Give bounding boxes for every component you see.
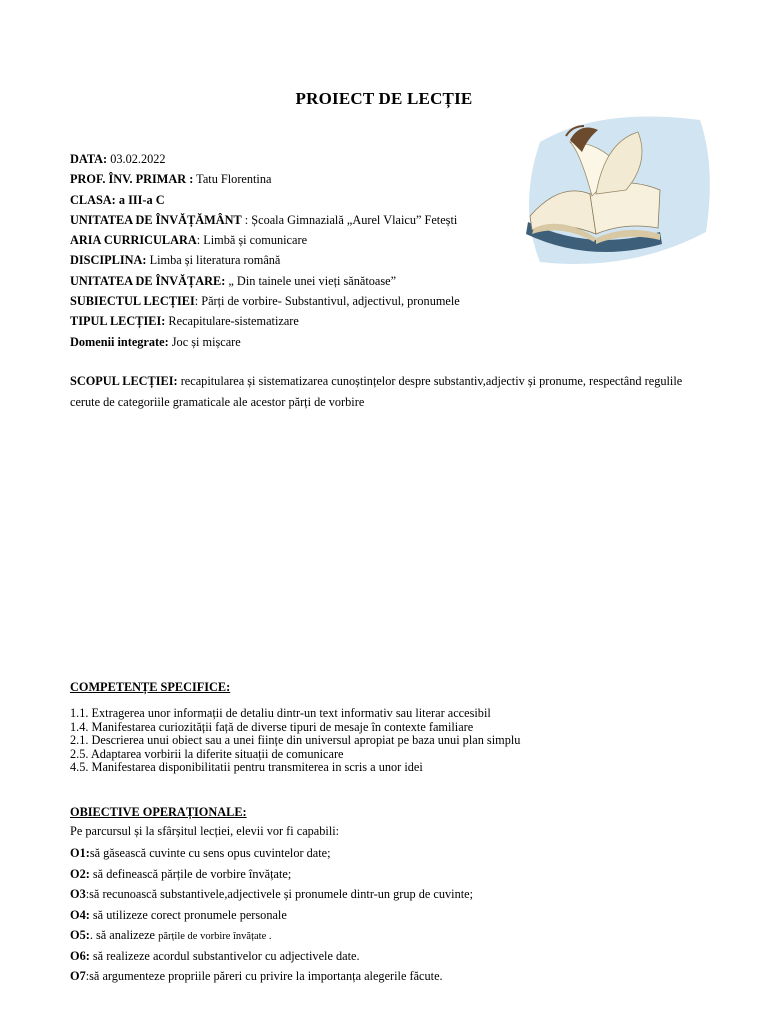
info-value: „ Din tainele unei vieți sănătoase” [225, 273, 397, 288]
list-item: 4.5. Manifestarea disponibilitatii pentru transmiterea in scris a unor idei [70, 760, 423, 774]
info-row-area [70, 230, 510, 250]
list-item [70, 925, 473, 946]
info-value: Limba și literatura română [146, 253, 281, 268]
list-item [70, 884, 473, 905]
lesson-info [70, 149, 510, 352]
info-label: UNITATEA DE ÎNVĂȚĂMÂNT [70, 212, 242, 227]
info-value: : Școala Gimnazială „Aurel Vlaicu” Fetești [241, 212, 458, 227]
info-value: : Limbă și comunicare [196, 233, 308, 248]
lesson-scope [70, 371, 710, 412]
list-item [70, 864, 473, 885]
list-item: 2.5. Adaptarea vorbirii la diferite situații de comunicare [70, 746, 344, 761]
info-label: Domenii integrate: [70, 334, 169, 349]
info-value: : Părți de vorbire- Substantivul, adjectivul, pronumele [194, 294, 460, 309]
info-label: TIPUL LECȚIEI: [70, 314, 166, 329]
info-label: PROF. ÎNV. PRIMAR : [70, 172, 194, 187]
list-item: 2.1. Descrierea unui obiect sau a unei ființe din universul apropiat pe baza unui plan simplu [70, 733, 521, 747]
objective-label: O3 [70, 887, 86, 901]
info-label: CLASA: a III-a C [70, 192, 165, 207]
info-row-domains [70, 332, 510, 352]
list-item: 1.4. Manifestarea curiozității față de diverse tipuri de mesaje în contexte familiare [70, 719, 474, 734]
info-value: Recapitulare-sistematizare [165, 314, 299, 329]
objectives-intro: Pe parcursul și la sfârșitul lecției, elevii vor fi capabili: [70, 824, 340, 838]
info-label: DISCIPLINA: [70, 253, 147, 268]
info-label: UNITATEA DE ÎNVĂȚARE: [70, 273, 226, 288]
competences-list [70, 707, 520, 775]
objective-text: să realizeze acordul substantivelor cu adjectivele date. [89, 948, 360, 963]
objective-text: să găsească cuvinte cu sens opus cuvintelor date; [89, 846, 331, 860]
objective-label: O4: [70, 907, 90, 922]
objectives-list [70, 843, 473, 987]
info-row-discipline [70, 250, 510, 270]
list-item [70, 966, 473, 987]
info-row-type [70, 311, 510, 331]
info-value: Joc și mișcare [168, 334, 241, 349]
open-book-with-quill-icon [510, 112, 714, 268]
objective-label: O6: [70, 948, 90, 963]
info-row-school [70, 210, 510, 230]
info-label: DATA: [70, 152, 108, 166]
info-row-class [70, 190, 510, 210]
objectives-heading: OBIECTIVE OPERAȚIONALE: [70, 805, 247, 819]
info-label: SUBIECTUL LECȚIEI [70, 294, 195, 309]
objective-label: O1: [70, 846, 90, 860]
list-item [70, 946, 473, 967]
info-value: 03.02.2022 [107, 152, 166, 166]
objective-text-small: părțile de vorbire învățate . [158, 931, 272, 942]
info-label: ARIA CURRICULARA [70, 233, 197, 248]
objective-label: O5: [70, 928, 90, 942]
info-row-unit [70, 271, 510, 291]
scope-label: SCOPUL LECȚIEI: [70, 374, 178, 388]
objective-text: să utilizeze corect pronumele personale [89, 907, 287, 922]
objective-text: :să argumenteze propriile păreri cu privire la importanța alegerile făcute. [85, 969, 443, 983]
info-row-date [70, 149, 510, 169]
competences-heading: COMPETENȚE SPECIFICE: [70, 680, 231, 694]
objective-label: O7 [70, 969, 86, 983]
list-item [70, 905, 473, 926]
list-item [70, 843, 473, 864]
info-row-subject [70, 291, 510, 311]
objective-label: O2: [70, 866, 90, 881]
document-title: PROIECT DE LECȚIE [295, 89, 473, 108]
info-value: Tatu Florentina [193, 172, 272, 187]
objective-text: . să analizeze [89, 928, 159, 942]
list-item: 1.1. Extragerea unor informații de detaliu dintr-un text informativ sau literar accesibil [70, 706, 491, 720]
objective-text: să definească părțile de vorbire învățate; [89, 866, 292, 881]
info-row-teacher [70, 169, 510, 189]
objective-text: :să recunoască substantivele,adjectivele și pronumele dintr-un grup de cuvinte; [85, 887, 474, 901]
scope-text: recapitularea și sistematizarea cunoștințelor despre substantiv,adjectiv și pronume, respectând regulile cerute de categoriile gramaticale ale acestor părți de vorbire [70, 374, 683, 409]
